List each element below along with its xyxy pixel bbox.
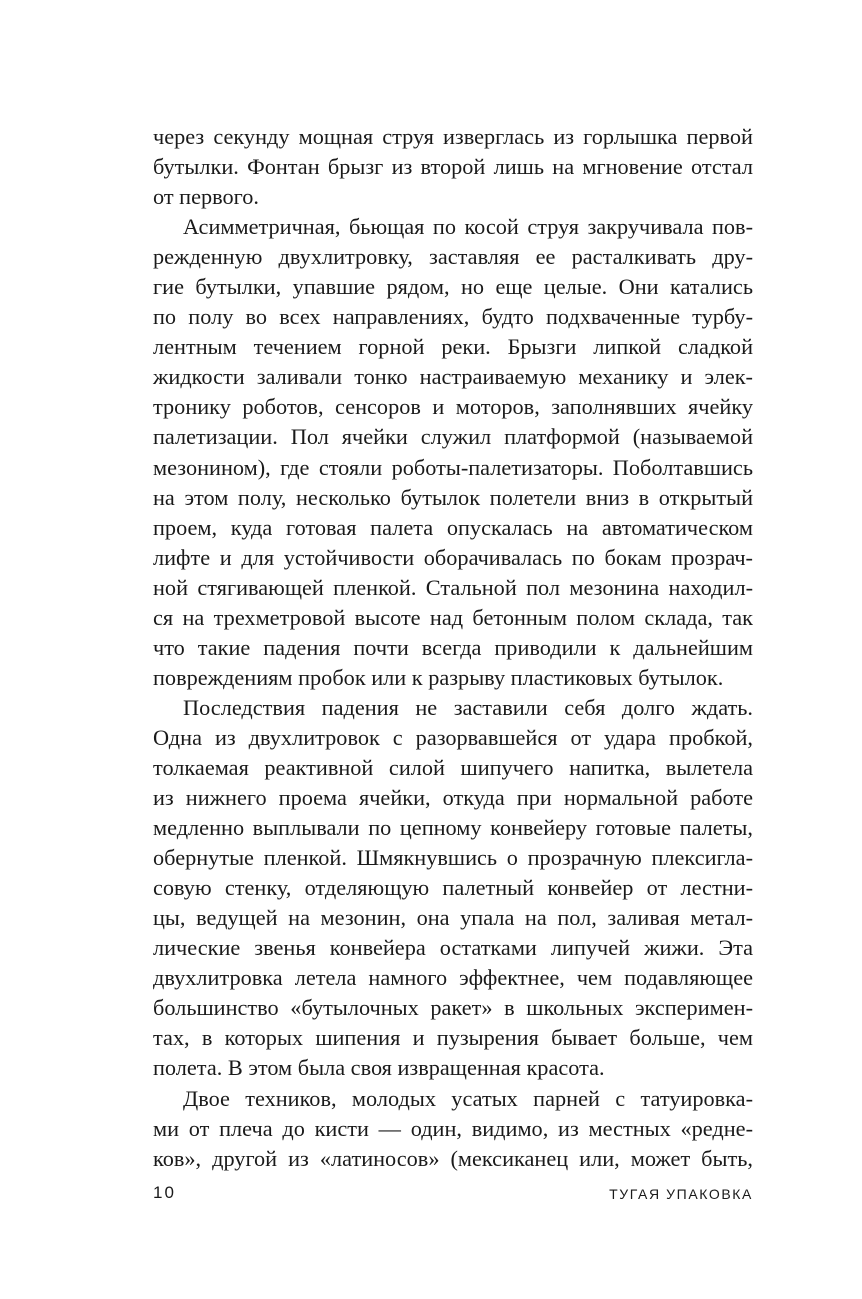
text-line: полета. В этом была своя извращенная красота. xyxy=(153,1055,605,1081)
text-line: ся на трехметровой высоте над бетонным полом склада, так xyxy=(153,604,753,630)
text-line: Асимметричная, бьющая по косой струя закручивала пов- xyxy=(183,214,753,240)
text-line: мезонином), где стояли роботы-палетизаторы. Поболтавшись xyxy=(153,454,753,480)
text-line: лифте и для устойчивости оборачивалась по бокам прозрач- xyxy=(153,544,753,570)
text-line: толкаемая реактивной силой шипучего напитка, вылетела xyxy=(153,754,753,780)
text-line: лические звенья конвейера остатками липучей жижи. Эта xyxy=(153,935,753,961)
text-line: Одна из двухлитровок с разорвавшейся от удара пробкой, xyxy=(153,724,753,750)
text-line: от первого. xyxy=(153,184,259,210)
text-line: через секунду мощная струя изверглась из горлышка первой xyxy=(153,124,753,149)
text-line: ми от плеча до кисти — один, видимо, из местных «редне- xyxy=(153,1115,753,1141)
text-line: ной стягивающей пленкой. Стальной пол мезонина находил- xyxy=(153,574,753,600)
body-text xyxy=(153,122,753,1174)
text-line: жидкости заливали тонко настраиваемую механику и элек- xyxy=(153,364,753,390)
text-line: медленно выплывали по цепному конвейеру готовые палеты, xyxy=(153,815,753,841)
text-line: из нижнего проема ячейки, откуда при нормальной работе xyxy=(153,785,753,811)
text-line: обернутые пленкой. Шмякнувшись о прозрачную плексигла- xyxy=(153,845,753,871)
text-line: лентным течением горной реки. Брызги липкой сладкой xyxy=(153,334,753,360)
text-line: по полу во всех направлениях, будто подхваченные турбу- xyxy=(153,304,753,330)
text-line: тронику роботов, сенсоров и моторов, заполнявших ячейку xyxy=(153,394,753,420)
text-line: Последствия падения не заставили себя долго ждать. xyxy=(183,694,753,720)
page-number: 10 xyxy=(153,1183,176,1202)
text-line: бутылки. Фонтан брызг из второй лишь на мгновение отстал xyxy=(153,154,753,180)
text-line: цы, ведущей на мезонин, она упала на пол, заливая метал- xyxy=(153,905,753,931)
running-title: ТУГАЯ УПАКОВКА xyxy=(609,1186,753,1202)
text-line: совую стенку, отделяющую палетный конвейер от лестни- xyxy=(153,875,753,901)
text-line: на этом полу, несколько бутылок полетели вниз в открытый xyxy=(153,484,753,510)
text-line: ков», другой из «латиносов» (мексиканец или, может быть, xyxy=(153,1145,753,1171)
text-line: повреждениям пробок или к разрыву пластиковых бутылок. xyxy=(153,664,724,690)
text-line: тах, в которых шипения и пузырения бывает больше, чем xyxy=(153,1025,753,1051)
text-line: что такие падения почти всегда приводили к дальнейшим xyxy=(153,634,753,660)
text-line: режденную двухлитровку, заставляя ее расталкивать дру- xyxy=(153,244,753,270)
text-line: большинство «бутылочных ракет» в школьных эксперимен- xyxy=(153,995,753,1021)
text-line: Двое техников, молодых усатых парней с татуировка- xyxy=(183,1085,753,1111)
text-line: двухлитровка летела намного эффектнее, чем подавляющее xyxy=(153,965,753,991)
text-line: проем, куда готовая палета опускалась на автоматическом xyxy=(153,514,753,540)
text-line: гие бутылки, упавшие рядом, но еще целые. Они катались xyxy=(153,274,753,300)
text-line: палетизации. Пол ячейки служил платформой (называемой xyxy=(153,424,753,450)
